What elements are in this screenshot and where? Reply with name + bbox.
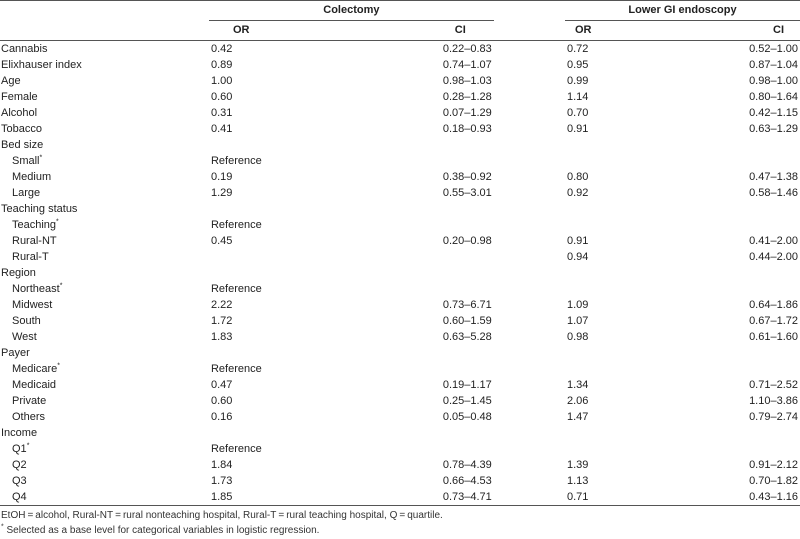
colectomy-ci-cell	[384, 345, 494, 361]
table-row	[0, 409, 800, 425]
endoscopy-or-cell	[565, 441, 694, 457]
colectomy-ci-cell: 0.19–1.17	[442, 379, 492, 391]
table-footnotes	[1, 508, 443, 538]
endoscopy-ci-cell: 0.67–1.72	[749, 315, 798, 327]
row-label-text: Female	[1, 91, 38, 103]
gap-cell	[494, 409, 565, 425]
endoscopy-ci-cell: 0.58–1.46	[749, 187, 798, 199]
endoscopy-ci-cell: 1.10–3.86	[749, 395, 798, 407]
colectomy-ci-cell	[384, 153, 494, 169]
endoscopy-or-cell	[565, 281, 694, 297]
endoscopy-or-cell: 0.92	[566, 187, 589, 199]
row-label-text: Small	[12, 155, 40, 167]
row-label	[0, 201, 209, 217]
endoscopy-ci-cell	[694, 201, 800, 217]
row-label	[0, 329, 209, 345]
table-row	[0, 169, 800, 185]
colectomy-or-cell: Reference	[210, 219, 262, 231]
footnote-star: *	[1, 523, 4, 531]
colectomy-ci-header: CI	[384, 21, 494, 41]
table-row	[0, 425, 800, 441]
colectomy-or-cell: 0.47	[210, 379, 233, 391]
colectomy-or-cell	[209, 249, 384, 265]
colectomy-or-cell: 1.83	[210, 331, 233, 343]
gap-cell	[494, 105, 565, 121]
colectomy-or-cell: 0.89	[210, 59, 233, 71]
column-header-gap	[494, 21, 565, 41]
gap-cell	[494, 153, 565, 169]
table-row	[0, 345, 800, 361]
row-label	[0, 185, 209, 201]
row-label	[0, 425, 209, 441]
endoscopy-ci-cell: 0.64–1.86	[749, 299, 798, 311]
endoscopy-ci-cell: 0.52–1.00	[749, 43, 798, 55]
table-row	[0, 441, 800, 457]
colectomy-ci-cell: 0.05–0.48	[442, 411, 492, 423]
row-label-text: Bed size	[1, 139, 44, 151]
endoscopy-ci-cell	[694, 345, 800, 361]
gap-cell	[494, 265, 565, 281]
reference-note-line	[1, 523, 443, 538]
colectomy-ci-cell: 0.18–0.93	[442, 123, 492, 135]
colectomy-ci-cell: 0.07–1.29	[442, 107, 492, 119]
endoscopy-ci-cell: 0.47–1.38	[749, 171, 798, 183]
colectomy-ci-cell: 0.25–1.45	[442, 395, 492, 407]
colectomy-or-cell: 1.29	[210, 187, 233, 199]
colectomy-ci-cell: 0.38–0.92	[442, 171, 492, 183]
reference-marker: *	[57, 362, 60, 370]
table-row	[0, 185, 800, 201]
endoscopy-or-cell	[565, 137, 694, 153]
table-row	[0, 233, 800, 249]
endoscopy-ci-cell: 0.44–2.00	[749, 251, 798, 263]
table-row	[0, 265, 800, 281]
endoscopy-or-cell: 1.14	[566, 91, 589, 103]
gap-cell	[494, 249, 565, 265]
endoscopy-or-cell: 1.07	[566, 315, 589, 327]
row-label	[0, 345, 209, 361]
endoscopy-or-cell: 1.13	[566, 475, 589, 487]
gap-cell	[494, 217, 565, 233]
reference-marker: *	[39, 154, 43, 162]
colectomy-ci-cell: 0.63–5.28	[442, 331, 492, 343]
endoscopy-or-cell	[565, 425, 694, 441]
endoscopy-or-cell: 0.99	[566, 75, 589, 87]
row-label	[0, 377, 209, 393]
row-label-text: Alcohol	[1, 107, 38, 119]
row-label	[0, 121, 209, 137]
endoscopy-or-cell	[565, 201, 694, 217]
endoscopy-ci-header: CI	[694, 21, 800, 41]
endoscopy-ci-cell: 0.80–1.64	[749, 91, 798, 103]
endoscopy-ci-cell: 0.91–2.12	[749, 459, 798, 471]
endoscopy-or-header: OR	[565, 21, 694, 41]
endoscopy-or-cell	[565, 217, 694, 233]
endoscopy-or-cell: 1.34	[566, 379, 589, 391]
colectomy-or-cell: 0.42	[210, 43, 233, 55]
colectomy-ci-cell	[384, 281, 494, 297]
table-row	[0, 217, 800, 233]
row-label-text: Medium	[12, 171, 52, 183]
endoscopy-ci-cell	[694, 281, 800, 297]
colectomy-ci-cell: 0.60–1.59	[442, 315, 492, 327]
colectomy-or-cell: 0.60	[210, 91, 233, 103]
gap-cell	[494, 345, 565, 361]
row-label	[0, 297, 209, 313]
colectomy-ci-cell	[384, 265, 494, 281]
colectomy-or-cell	[209, 137, 384, 153]
table-body	[0, 41, 800, 506]
endoscopy-or-cell: 0.98	[566, 331, 589, 343]
endoscopy-ci-cell	[694, 217, 800, 233]
table-row	[0, 249, 800, 265]
row-label	[0, 489, 209, 506]
gap-cell	[494, 425, 565, 441]
endoscopy-or-cell: 1.39	[566, 459, 589, 471]
endoscopy-or-cell	[565, 345, 694, 361]
reference-marker: *	[59, 282, 63, 290]
colectomy-or-cell: Reference	[210, 283, 262, 295]
row-label	[0, 41, 209, 58]
endoscopy-ci-cell: 0.63–1.29	[749, 123, 798, 135]
table-row	[0, 89, 800, 105]
colectomy-header: Colectomy	[209, 1, 494, 21]
endoscopy-ci-cell: 0.87–1.04	[749, 59, 798, 71]
endoscopy-or-cell: 1.09	[566, 299, 589, 311]
colectomy-or-cell	[209, 425, 384, 441]
row-label-text: Teaching	[12, 219, 57, 231]
colectomy-or-cell: 1.84	[210, 459, 233, 471]
row-label	[0, 265, 209, 281]
row-label-text: West	[12, 331, 37, 343]
row-label	[0, 361, 209, 377]
colectomy-or-cell	[209, 345, 384, 361]
row-label-text: Teaching status	[1, 203, 78, 215]
endoscopy-or-cell: 0.71	[565, 489, 694, 506]
colectomy-ci-cell: 0.98–1.03	[442, 75, 492, 87]
colectomy-ci-cell: 0.28–1.28	[442, 91, 492, 103]
table-row	[0, 41, 800, 58]
gap-cell	[494, 57, 565, 73]
colectomy-or-cell: 1.73	[210, 475, 233, 487]
row-label-text: Private	[12, 395, 47, 407]
row-label	[0, 457, 209, 473]
colectomy-ci-cell	[384, 249, 494, 265]
gap-cell	[494, 393, 565, 409]
row-label	[0, 249, 209, 265]
row-label-text: Northeast	[12, 283, 60, 295]
colectomy-or-cell: Reference	[210, 363, 262, 375]
gap-cell	[494, 329, 565, 345]
endoscopy-ci-cell	[694, 265, 800, 281]
colectomy-ci-cell: 0.73–4.71	[384, 489, 494, 506]
row-label-text: Region	[1, 267, 36, 279]
row-label	[0, 57, 209, 73]
row-label-text: Large	[12, 187, 41, 199]
row-label	[0, 153, 209, 169]
gap-cell	[494, 121, 565, 137]
gap-cell	[494, 489, 565, 506]
colectomy-or-cell: 1.85	[209, 489, 384, 506]
table-row	[0, 329, 800, 345]
row-label-text: Rural-T	[12, 251, 49, 263]
table-row	[0, 313, 800, 329]
table-row	[0, 105, 800, 121]
colectomy-or-cell: Reference	[210, 155, 262, 167]
colectomy-ci-cell: 0.22–0.83	[442, 43, 492, 55]
colectomy-ci-cell: 0.73–6.71	[442, 299, 492, 311]
colectomy-or-cell: 0.19	[210, 171, 233, 183]
row-label-text: Q2	[12, 459, 27, 471]
endoscopy-or-cell: 0.95	[566, 59, 589, 71]
header-blank	[0, 1, 209, 21]
row-label-text: Payer	[1, 347, 30, 359]
gap-cell	[494, 41, 565, 58]
table-row	[0, 153, 800, 169]
endoscopy-ci-cell	[694, 137, 800, 153]
table-row	[0, 121, 800, 137]
gap-cell	[494, 169, 565, 185]
column-header-row	[0, 21, 800, 41]
row-label-text: Midwest	[12, 299, 53, 311]
row-label	[0, 281, 209, 297]
table-row	[0, 281, 800, 297]
row-label-text: South	[12, 315, 41, 327]
reference-marker: *	[26, 442, 30, 450]
colectomy-or-cell: 0.41	[210, 123, 233, 135]
colectomy-ci-cell	[384, 137, 494, 153]
gap-cell	[494, 137, 565, 153]
colectomy-or-cell: 2.22	[210, 299, 233, 311]
endoscopy-or-cell: 2.06	[566, 395, 589, 407]
table-row	[0, 57, 800, 73]
endoscopy-ci-cell	[694, 441, 800, 457]
endoscopy-or-cell	[565, 153, 694, 169]
table-row	[0, 201, 800, 217]
row-label-text: Income	[1, 427, 38, 439]
colectomy-ci-cell	[384, 441, 494, 457]
colectomy-or-header: OR	[209, 21, 384, 41]
column-header-blank	[0, 21, 209, 41]
endoscopy-or-cell: 1.47	[566, 411, 589, 423]
endoscopy-or-cell: 0.72	[566, 43, 589, 55]
row-label	[0, 169, 209, 185]
colectomy-ci-cell: 0.78–4.39	[442, 459, 492, 471]
colectomy-ci-cell	[384, 361, 494, 377]
colectomy-or-cell: Reference	[210, 443, 262, 455]
row-label	[0, 313, 209, 329]
gap-cell	[494, 201, 565, 217]
gap-cell	[494, 313, 565, 329]
row-label-text: Tobacco	[1, 123, 42, 135]
row-label	[0, 409, 209, 425]
row-label	[0, 473, 209, 489]
colectomy-or-cell: 1.72	[210, 315, 233, 327]
row-label-text: Q4	[12, 491, 27, 503]
gap-cell	[494, 233, 565, 249]
row-label	[0, 73, 209, 89]
gap-cell	[494, 441, 565, 457]
table-row	[0, 489, 800, 506]
row-label-text: Q1	[12, 443, 27, 455]
endoscopy-ci-cell	[694, 425, 800, 441]
row-label-text: Q3	[12, 475, 27, 487]
endoscopy-ci-cell	[694, 153, 800, 169]
row-label-text: Elixhauser index	[1, 59, 82, 71]
gap-cell	[494, 185, 565, 201]
colectomy-ci-cell	[384, 201, 494, 217]
endoscopy-ci-cell: 0.61–1.60	[749, 331, 798, 343]
endoscopy-ci-cell: 0.79–2.74	[749, 411, 798, 423]
gap-cell	[494, 377, 565, 393]
gap-cell	[494, 281, 565, 297]
table-row	[0, 377, 800, 393]
row-label-text: Medicare	[12, 363, 58, 375]
endoscopy-or-cell	[565, 265, 694, 281]
colectomy-or-cell: 1.00	[210, 75, 233, 87]
endoscopy-ci-cell: 0.43–1.16	[694, 489, 800, 506]
endoscopy-ci-cell: 0.98–1.00	[749, 75, 798, 87]
colectomy-ci-cell	[384, 217, 494, 233]
row-label	[0, 441, 209, 457]
gap-cell	[494, 73, 565, 89]
row-label-text: Medicaid	[12, 379, 57, 391]
gap-cell	[494, 473, 565, 489]
header-gap	[494, 1, 565, 21]
endoscopy-or-cell: 0.91	[566, 235, 589, 247]
gap-cell	[494, 361, 565, 377]
lower-gi-endoscopy-header: Lower GI endoscopy	[565, 1, 800, 21]
abbreviations-note: EtOH = alcohol, Rural-NT = rural nonteaching hospital, Rural-T = rural teaching hospital, Q = quartile.	[1, 510, 443, 521]
reference-note: Selected as a base level for categorical variables in logistic regression.	[6, 525, 320, 536]
colectomy-ci-cell: 0.20–0.98	[442, 235, 492, 247]
gap-cell	[494, 89, 565, 105]
colectomy-ci-cell	[384, 425, 494, 441]
endoscopy-ci-cell	[694, 361, 800, 377]
row-label-text: Cannabis	[1, 43, 48, 55]
endoscopy-or-cell: 0.91	[566, 123, 589, 135]
endoscopy-or-cell: 0.80	[566, 171, 589, 183]
row-label	[0, 137, 209, 153]
endoscopy-ci-cell: 0.71–2.52	[749, 379, 798, 391]
gap-cell	[494, 457, 565, 473]
table-row	[0, 73, 800, 89]
gap-cell	[494, 297, 565, 313]
group-header-row	[0, 1, 800, 21]
colectomy-or-cell: 0.16	[210, 411, 233, 423]
row-label	[0, 105, 209, 121]
colectomy-or-cell: 0.45	[210, 235, 233, 247]
row-label	[0, 89, 209, 105]
colectomy-or-cell: 0.31	[210, 107, 233, 119]
colectomy-ci-cell: 0.74–1.07	[442, 59, 492, 71]
table-row	[0, 361, 800, 377]
table-row	[0, 473, 800, 489]
reference-marker: *	[56, 218, 59, 226]
row-label-text: Age	[1, 75, 21, 87]
endoscopy-or-cell: 0.70	[566, 107, 589, 119]
endoscopy-ci-cell: 0.70–1.82	[749, 475, 798, 487]
colectomy-ci-cell: 0.55–3.01	[442, 187, 492, 199]
row-label-text: Others	[12, 411, 46, 423]
colectomy-ci-cell: 0.66–4.53	[442, 475, 492, 487]
table-row	[0, 297, 800, 313]
endoscopy-or-cell	[565, 361, 694, 377]
row-label	[0, 217, 209, 233]
colectomy-or-cell	[209, 201, 384, 217]
row-label	[0, 393, 209, 409]
row-label	[0, 233, 209, 249]
table-row	[0, 457, 800, 473]
row-label-text: Rural-NT	[12, 235, 57, 247]
colectomy-or-cell: 0.60	[210, 395, 233, 407]
endoscopy-or-cell: 0.94	[566, 251, 589, 263]
table-row	[0, 393, 800, 409]
endoscopy-ci-cell: 0.41–2.00	[749, 235, 798, 247]
colectomy-or-cell	[209, 265, 384, 281]
endoscopy-ci-cell: 0.42–1.15	[749, 107, 798, 119]
table-row	[0, 137, 800, 153]
